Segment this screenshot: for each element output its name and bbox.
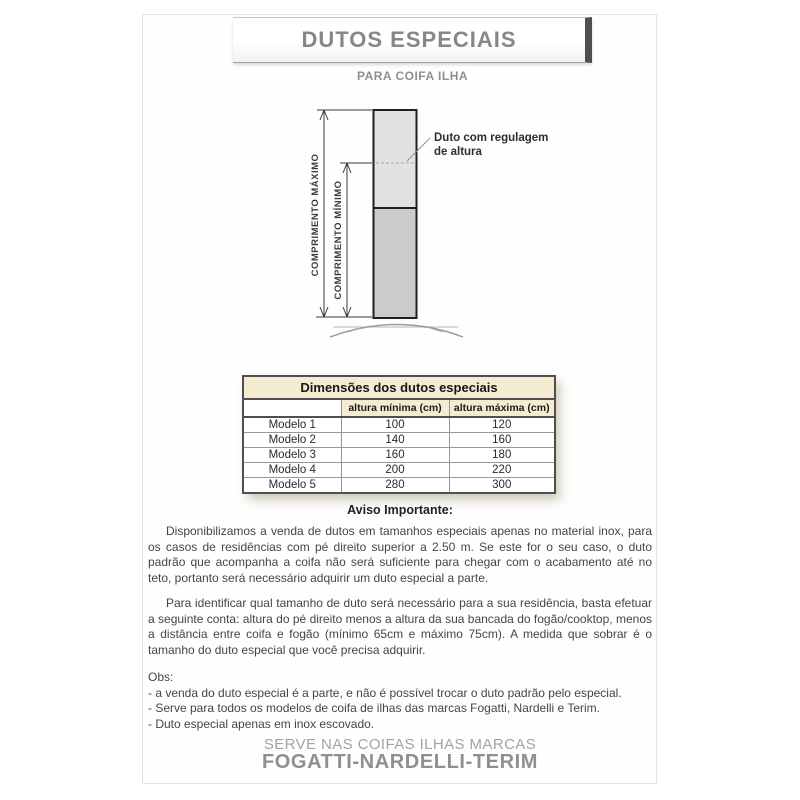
duct-label (434, 132, 548, 158)
page-title: DUTOS ESPECIAIS (301, 27, 517, 52)
cell-model: Modelo 4 (243, 463, 341, 478)
notice-paragraph-1: Disponibilizamos a venda de dutos em tamanhos especiais apenas no material inox, para os casos de residências com pé direito superior a 2.50 m. Se este for o seu caso, o duto padrão que acompanha a coifa não será suficiente para chegar com o acabamento até no teto, portanto será necessário adquirir um duto especial a parte. (148, 524, 652, 585)
notice-paragraph-2: Para identificar qual tamanho de duto será necessário para a sua residência, basta efetuar a seguinte conta: altura do pé direito menos a altura da sua bancada do fogão/cooktop, menos a distância entre coifa e fogão (mínimo 65cm e máximo 75cm). A medida que sobrar é o tamanho do duto especial que você precisa adquirir. (148, 596, 652, 657)
obs-block (148, 670, 652, 732)
duct-label-line1: Duto com regulagem (434, 132, 549, 144)
table-title: Dimensões dos dutos especiais (243, 376, 555, 399)
table-row (243, 448, 555, 463)
cell-max: 160 (449, 433, 555, 448)
page-subtitle: PARA COIFA ILHA (356, 69, 469, 83)
table-row (243, 463, 555, 478)
document-page (142, 14, 657, 784)
table-row (243, 417, 555, 433)
dim-label-max: COMPRIMENTO MÁXIMO (310, 153, 321, 277)
cell-model: Modelo 2 (243, 433, 341, 448)
duct-upper-section (374, 110, 417, 208)
obs-item: - a venda do duto especial é a parte, e não é possível trocar o duto padrão pelo especial. (148, 685, 622, 700)
table-header-row (243, 399, 555, 417)
dimension-arrow-min (340, 163, 372, 317)
duct-label-line2: de altura (434, 146, 482, 158)
cell-model: Modelo 3 (243, 448, 341, 463)
cell-min: 100 (341, 417, 449, 433)
duct-lower-section (374, 208, 417, 318)
notice-heading: Aviso Importante: (347, 503, 453, 517)
column-header-max: altura máxima (cm) (449, 399, 555, 417)
obs-item: - Duto especial apenas em inox escovado. (148, 716, 375, 731)
table-row (243, 478, 555, 494)
footer-serve-line: SERVE NAS COIFAS ILHAS MARCAS (263, 736, 537, 753)
column-header-model (243, 399, 341, 417)
cell-max: 220 (449, 463, 555, 478)
hood-curve (330, 325, 463, 338)
cell-max: 120 (449, 417, 555, 433)
cell-model: Modelo 1 (243, 417, 341, 433)
cell-model: Modelo 5 (243, 478, 341, 494)
cell-max: 300 (449, 478, 555, 494)
obs-label: Obs: (148, 670, 174, 684)
table-row (243, 433, 555, 448)
cell-min: 200 (341, 463, 449, 478)
cell-min: 160 (341, 448, 449, 463)
dimension-arrow-max (316, 110, 372, 317)
cell-max: 180 (449, 448, 555, 463)
duct-diagram (300, 95, 580, 357)
column-header-min: altura mínima (cm) (341, 399, 449, 417)
dim-label-min: COMPRIMENTO MÍNIMO (333, 180, 344, 300)
dimensions-table (242, 375, 554, 494)
cell-min: 280 (341, 478, 449, 494)
obs-item: - Serve para todos os modelos de coifa de ilhas das marcas Fogatti, Nardelli e Terim. (148, 701, 600, 716)
cell-min: 140 (341, 433, 449, 448)
footer-brands: FOGATTI-NARDELLI-TERIM (261, 751, 539, 773)
title-banner (233, 17, 592, 63)
